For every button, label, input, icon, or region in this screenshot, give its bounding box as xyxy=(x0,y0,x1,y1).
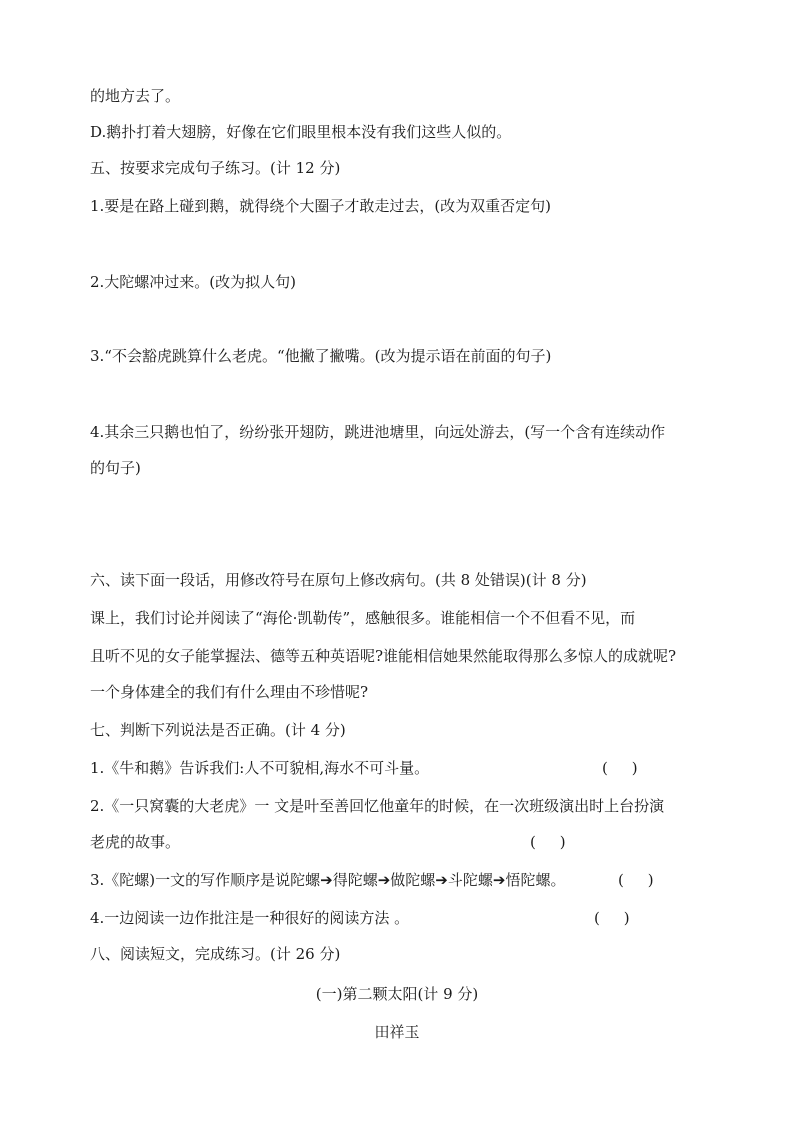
section-six-paragraph-line-1: 课上，我们讨论并阅读了“海伦·凯勒传”，感触很多。谁能相信一个不但看不见，而 xyxy=(90,609,636,627)
option-d: D.鹅扑打着大翅膀，好像在它们眼里根本没有我们这些人似的。 xyxy=(90,123,512,141)
judgment-4-answer-bracket[interactable]: ( ) xyxy=(594,909,630,927)
judgment-2-answer-bracket[interactable]: ( ) xyxy=(530,833,566,851)
section-seven-heading: 七、判断下列说法是否正确。(计 4 分) xyxy=(90,721,346,739)
question-5-4: 4.其余三只鹅也怕了，纷纷张开翅防，跳进池塘里，向远处游去，(写一个含有连续动作 xyxy=(90,423,666,441)
text-line-continuation: 的地方去了。 xyxy=(90,87,181,105)
section-eight-heading: 八、阅读短文，完成练习。(计 26 分) xyxy=(90,945,341,963)
judgment-1-answer-bracket[interactable]: ( ) xyxy=(602,759,638,777)
judgment-4: 4.一边阅读一边作批注是一种很好的阅读方法 。 xyxy=(90,909,410,927)
section-six-heading: 六、读下面一段话，用修改符号在原句上修改病句。(共 8 处错误)(计 8 分) xyxy=(90,571,587,589)
question-5-1: 1.要是在路上碰到鹅，就得绕个大圈子才敢走过去，(改为双重否定句) xyxy=(90,197,552,215)
section-six-paragraph-line-3: 一个身体建全的我们有什么理由不珍惜呢? xyxy=(90,683,369,701)
question-5-3: 3.“不会豁虎跳算什么老虎。“他撇了撇嘴。(改为提示语在前面的句子) xyxy=(90,347,552,365)
judgment-3: 3.《陀螺)一文的写作顺序是说陀螺➔得陀螺➔做陀螺➔斗陀螺➔悟陀螺。 xyxy=(90,871,566,889)
section-six-paragraph-line-2: 且听不见的女子能掌握法、德等五种英语呢?谁能相信她果然能取得那么多惊人的成就呢? xyxy=(90,647,677,665)
judgment-3-answer-bracket[interactable]: ( ) xyxy=(618,871,654,889)
question-5-4-cont: 的句子) xyxy=(90,459,141,477)
reading-author: 田祥玉 xyxy=(374,1023,420,1041)
section-five-heading: 五、按要求完成句子练习。(计 12 分) xyxy=(90,159,341,177)
judgment-2: 2.《一只窝囊的大老虎》一 文是叶至善回忆他童年的时候，在一次班级演出时上台扮演 xyxy=(90,797,665,815)
question-5-2: 2.大陀螺冲过来。(改为拟人句) xyxy=(90,273,297,291)
judgment-1: 1.《牛和鹅》告诉我们:人不可貌相,海水不可斗量。 xyxy=(90,759,430,777)
reading-title: (一)第二颗太阳(计 9 分) xyxy=(315,985,479,1003)
judgment-2-cont: 老虎的故事。 xyxy=(90,833,181,851)
